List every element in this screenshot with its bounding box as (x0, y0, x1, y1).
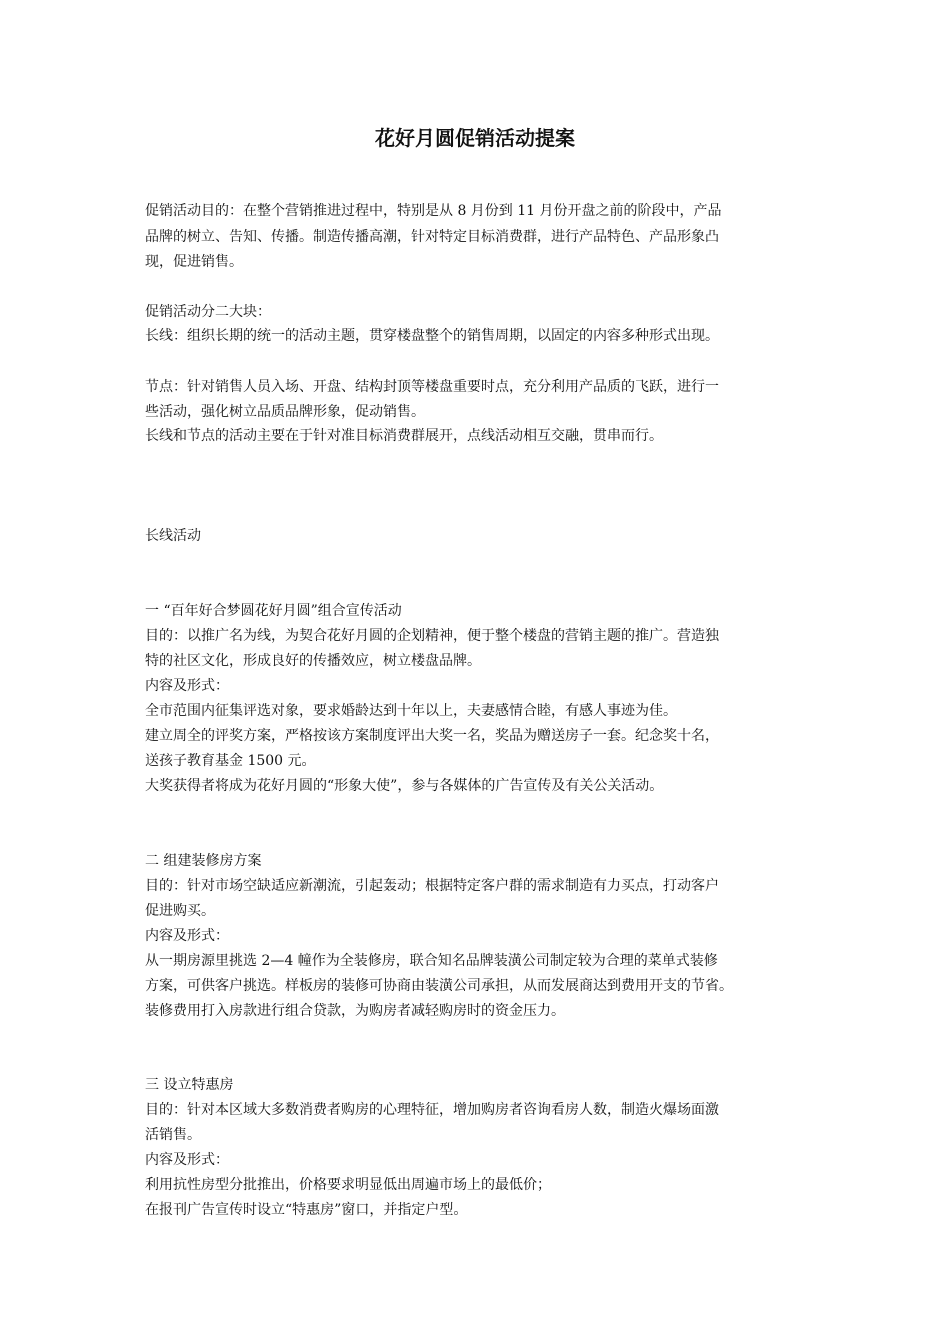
paragraph-line: 目的：针对市场空缺适应新潮流，引起轰动；根据特定客户群的需求制造有力买点，打动客户 (145, 878, 719, 894)
paragraph-line: 目的：针对本区域大多数消费者购房的心理特征，增加购房者咨询看房人数，制造火爆场面激 (145, 1102, 719, 1118)
paragraph-line: 送孩子教育基金 1500 元。 (145, 753, 316, 769)
paragraph-line: 促进购买。 (145, 903, 215, 919)
paragraph-line: 长线和节点的活动主要在于针对准目标消费群展开，点线活动相互交融，贯串而行。 (145, 428, 663, 444)
document-title: 花好月圆促销活动提案 (375, 126, 575, 150)
paragraph-line: 促销活动目的：在整个营销推进过程中，特别是从 8 月份到 11 月份开盘之前的阶段中，产品 (145, 203, 722, 219)
paragraph-line: 目的：以推广名为线，为契合花好月圆的企划精神，便于整个楼盘的营销主题的推广。营造独 (145, 628, 719, 644)
paragraph-line: 大奖获得者将成为花好月圆的“形象大使”，参与各媒体的广告宣传及有关公关活动。 (145, 778, 664, 794)
paragraph-line: 内容及形式： (145, 928, 229, 944)
paragraph-line: 活销售。 (145, 1127, 201, 1143)
section-heading: 三 设立特惠房 (145, 1077, 234, 1093)
paragraph-line: 在报刊广告宣传时设立“特惠房”窗口，并指定户型。 (145, 1202, 468, 1218)
section-heading: 一 “百年好合梦圆花好月圆”组合宣传活动 (145, 603, 402, 619)
paragraph-line: 些活动，强化树立品质品牌形象，促动销售。 (145, 404, 425, 420)
paragraph-line: 利用抗性房型分批推出，价格要求明显低出周遍市场上的最低价； (145, 1177, 551, 1193)
paragraph-line: 特的社区文化，形成良好的传播效应，树立楼盘品牌。 (145, 653, 481, 669)
paragraph-line: 建立周全的评奖方案，严格按该方案制度评出大奖一名，奖品为赠送房子一套。纪念奖十名， (145, 728, 719, 744)
paragraph-line: 现，促进销售。 (145, 254, 243, 270)
paragraph-line: 装修费用打入房款进行组合贷款，为购房者减轻购房时的资金压力。 (145, 1003, 565, 1019)
paragraph-line: 方案，可供客户挑选。样板房的装修可协商由装潢公司承担，从而发展商达到费用开支的节省。 (145, 978, 733, 994)
paragraph-line: 节点：针对销售人员入场、开盘、结构封顶等楼盘重要时点，充分利用产品质的飞跃，进行一 (145, 379, 719, 395)
paragraph-line: 从一期房源里挑选 2—4 幢作为全装修房，联合知名品牌装潢公司制定较为合理的菜单式装修 (145, 953, 718, 969)
paragraph-line: 品牌的树立、告知、传播。制造传播高潮，针对特定目标消费群，进行产品特色、产品形象凸 (145, 229, 719, 245)
paragraph-line: 促销活动分二大块： (145, 304, 271, 320)
paragraph-line: 长线：组织长期的统一的活动主题，贯穿楼盘整个的销售周期，以固定的内容多种形式出现。 (145, 328, 719, 344)
paragraph-line: 内容及形式： (145, 678, 229, 694)
section-heading: 长线活动 (145, 528, 201, 544)
section-heading: 二 组建装修房方案 (145, 853, 262, 869)
paragraph-line: 内容及形式： (145, 1152, 229, 1168)
paragraph-line: 全市范围内征集评选对象，要求婚龄达到十年以上，夫妻感情合睦，有感人事迹为佳。 (145, 703, 677, 719)
